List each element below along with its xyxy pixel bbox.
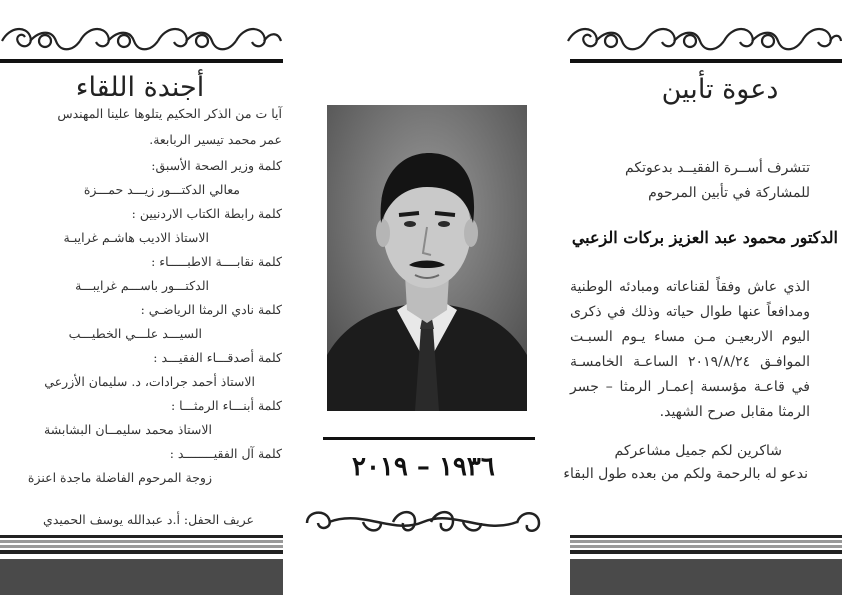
- right-top-ornament: [566, 22, 842, 60]
- life-years: ١٩٣٦ – ٢٠١٩: [352, 452, 495, 482]
- agenda-line: كلمة أبنـــاء الرمثـــا :: [171, 398, 282, 413]
- agenda-line: عمر محمد تيسير الربابعة.: [149, 132, 282, 147]
- left-bottom-band: [0, 535, 283, 595]
- invitation-body: الذي عاش وفقاً لقناعاته ومبادئه الوطنية ومدافعاً عنها طوال حياته وذلك في ذكرى اليوم الاربعيـن مـن مساء يـوم السبـت الموافـق ٢٠١٩/٨/٢٤ الساعـة الخامسـة في قاعـة مؤسسة إعمـار الرمثا – جسر الرمثا مقابل صرح الشهيد.: [570, 279, 810, 420]
- agenda-line: كلمة آل الفقيــــــــد :: [169, 446, 282, 461]
- center-rule: [323, 437, 535, 440]
- right-top-rule: [570, 59, 842, 63]
- agenda-line: الدكتـــور باســـم غرايبـــة: [75, 278, 209, 293]
- agenda-line: آيا ت من الذكر الحكيم يتلوها علينا المهندس: [57, 106, 282, 121]
- left-top-ornament: [0, 22, 282, 60]
- agenda-line: كلمة أصدقـــاء الفقيـــد :: [153, 350, 282, 365]
- invitation-title: دعوة تأبين: [661, 74, 779, 105]
- agenda-line: الاستاذ محمد سليمــان البشابشة: [44, 422, 212, 437]
- agenda-title: أجندة اللقاء: [75, 72, 205, 103]
- agenda-line: الاستاذ أحمد جرادات، د. سليمان الأزرعي: [44, 374, 255, 389]
- agenda-line: كلمة وزير الصحة الأسبق:: [151, 158, 282, 173]
- agenda-line: كلمة رابطة الكتاب الاردنيين :: [131, 206, 282, 221]
- agenda-line: الاستاذ الاديب هاشـم غرايبـة: [63, 230, 209, 245]
- left-top-rule: [0, 59, 283, 63]
- center-bottom-ornament: [303, 503, 543, 541]
- thanks-line: شاكرين لكم جميل مشاعركم: [614, 443, 782, 459]
- invitation-intro: تتشرف أســرة الفقيــد بدعوتكم للمشاركة في تأبين المرحوم: [625, 160, 810, 201]
- prayer-line: ندعو له بالرحمة ولكم من بعده طول البقاء: [563, 466, 808, 482]
- agenda-line: زوجة المرحوم الفاضلة ماجدة اعنزة: [27, 470, 212, 485]
- portrait-photo: [327, 105, 527, 411]
- agenda-line: السيـــد علـــي الخطيـــب: [68, 326, 202, 341]
- agenda-line: كلمة نقابــــة الاطبـــــاء :: [151, 254, 282, 269]
- deceased-name: الدكتور محمود عبد العزيز بركات الزعبي: [571, 228, 838, 247]
- right-bottom-band: [570, 535, 842, 595]
- agenda-line: كلمة نادي الرمثا الرياضـي :: [140, 302, 282, 317]
- agenda-line: معالي الدكتـــور زيـــد حمـــزة: [83, 182, 240, 197]
- ceremony-host: عريف الحفل: أ.د عبدالله يوسف الحميدي: [43, 512, 254, 527]
